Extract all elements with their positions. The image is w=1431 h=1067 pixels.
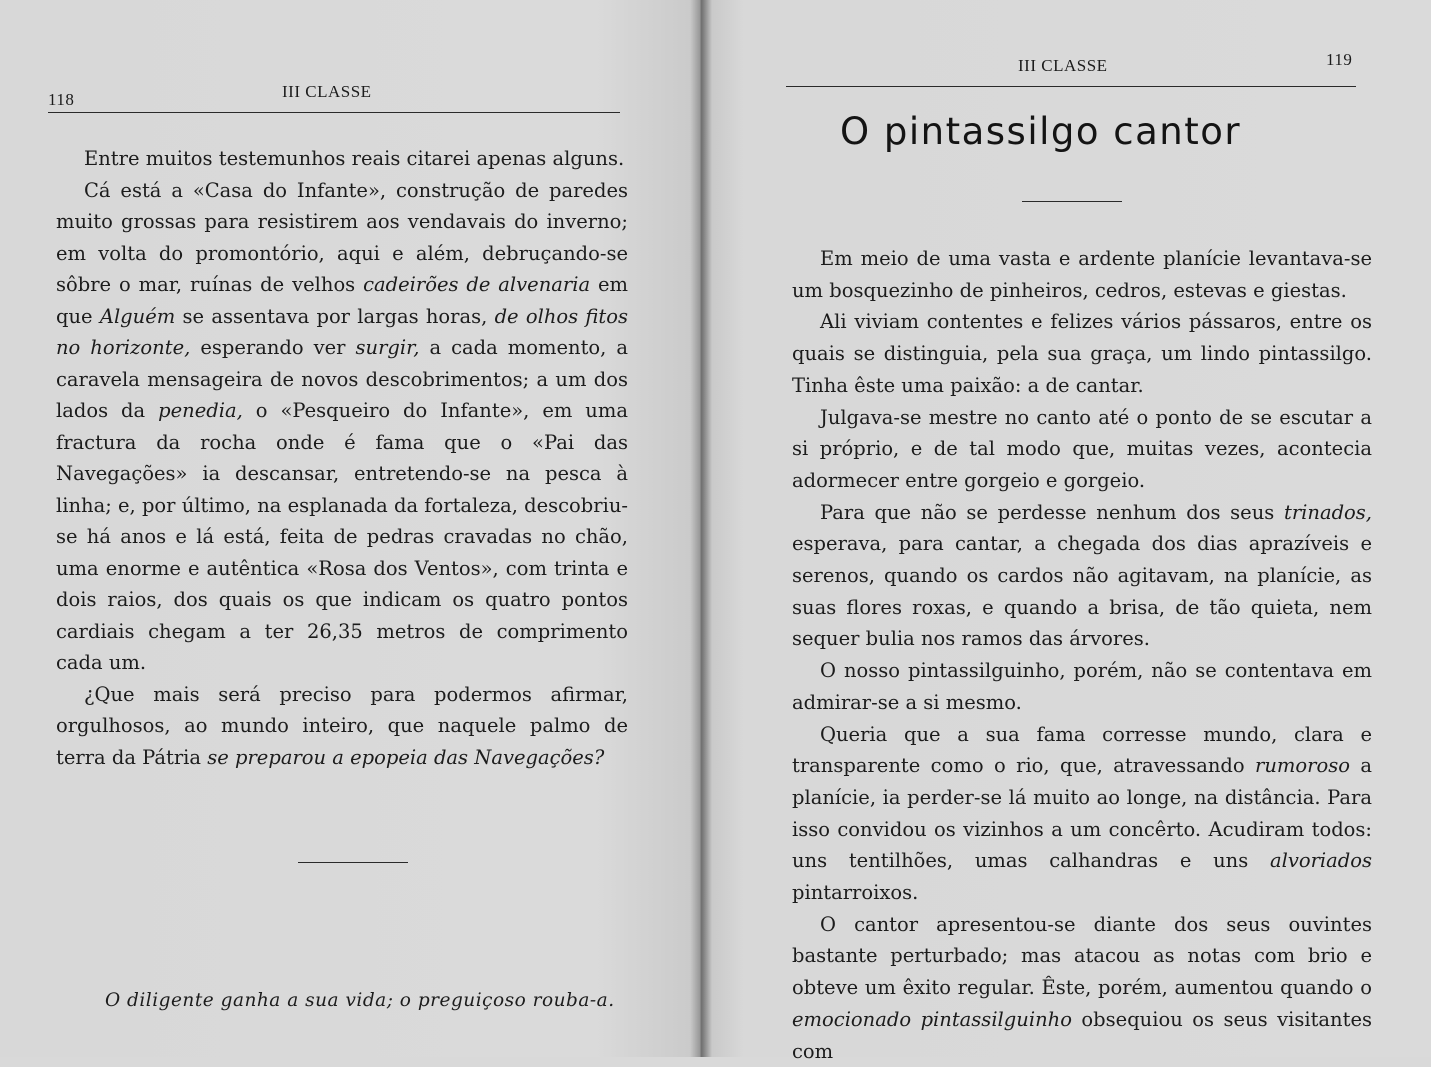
left-page-number: 118 [48,90,75,109]
paragraph [792,719,1372,909]
text-run: Julgava-se mestre no canto até o ponto de se escutar a si próprio, e de tal modo que, muitas vezes, acontecia adormecer entre gorgeio e gorgeio. [792,405,1372,492]
italic-text: surgir, [355,336,420,359]
right-page [700,0,1431,1063]
text-run: esperando ver [190,336,356,359]
text-run: Em meio de uma vasta e ardente planície levantava-se um bosquezinho de pinheiros, cedros, estevas e giestas. [792,247,1372,302]
paragraph [56,679,628,774]
left-header-rule [48,112,620,113]
text-run: esperava, para cantar, a chegada dos dias aprazíveis e serenos, quando os cardos não agitavam, na planície, as suas flores roxas, e quando a brisa, de tão quieta, nem sequer bulia nos ramos das árvores. [792,532,1372,651]
text-run: Cá está a «Casa do Infante», construção de paredes muito grossas para resistirem aos vendavais do inverno; em volta do promontório, aqui e além, debruçando-se sôbre o mar, ruínas de velhos [56,178,628,296]
text-run: Entre muitos testemunhos reais citarei apenas alguns. [84,147,625,170]
text-run: pintarroixos. [792,881,919,905]
right-page-number: 119 [1326,50,1353,69]
text-run: a planície, ia perder-se lá muito ao longe, na distância. Para isso convidou os vizinhos a um concêrto. Acudiram todos: uns tentilhões, umas calhandras e uns [792,754,1372,873]
right-body-text [792,243,1372,1067]
italic-text: trinados, [1283,500,1372,524]
text-run: Ali viviam contentes e felizes vários pássaros, entre os quais se distinguia, pela sua graça, um lindo pintassilgo. Tinha êste uma paixão: a de cantar. [792,310,1372,397]
paragraph [56,143,628,175]
text-run: ¿Que mais será preciso para podermos afirmar, orgulhosos, ao mundo inteiro, que naquele palmo de terra da Pátria [56,682,628,769]
book-gutter [690,0,712,1057]
paragraph [792,909,1372,1067]
right-header-rule [786,86,1356,87]
italic-text: penedia, [158,399,243,422]
italic-text: cadeirões de alvenaria [363,273,591,296]
text-run: Queria que a sua fama corresse mundo, clara e transparente como o rio, que, atravessando [792,722,1372,778]
title-divider [1022,201,1122,202]
left-page [0,0,700,1057]
text-run: o «Pesqueiro do Infante», em uma fractura da rocha onde é fama que o «Pai das Navegações» ia descansar, entretendo-se na pesca à linha; e, por último, na esplanada da fortaleza, descobriu-se há anos e lá está, feita de pedras cravadas no chão, uma enorme e autêntica «Rosa dos Ventos», com trinta e dois raios, dos quais os que indicam os quatro pontos cardiais chegam a ter 26,35 metros de comprimento cada um. [56,399,628,674]
left-body-text [56,143,628,773]
italic-text: rumoroso [1255,754,1350,778]
text-run: O nosso pintassilguinho, porém, não se contentava em admirar-se a si mesmo. [792,659,1372,714]
italic-text: Alguém [99,304,176,328]
italic-text: se preparou a epopeia das Navegações? [207,745,605,769]
left-section-divider [298,862,408,863]
italic-text: de olhos fitos no horizonte, [56,304,628,359]
paragraph [792,402,1372,497]
paragraph [56,175,628,679]
paragraph [792,243,1372,306]
text-run: se assentava por largas horas, [175,304,495,328]
paragraph [792,497,1372,656]
text-run: a cada momento, a caravela mensageira de novos descobrimentos; a um dos lados da [56,336,628,422]
left-running-head: III CLASSE [282,82,372,101]
paragraph [792,655,1372,718]
italic-text: alvoriados [1269,849,1372,873]
text-run: Para que não se perdesse nenhum dos seus [820,500,1284,524]
paragraph [792,306,1372,401]
text-run: em que [56,273,628,328]
text-run: O cantor apresentou-se diante dos seus ouvintes bastante perturbado; mas atacou as notas com brio e obteve um êxito regular. Êste, porém, aumentou quando o [792,912,1372,1000]
text-run: obsequiou os seus visitantes com [792,1007,1373,1063]
chapter-title: O pintassilgo cantor [840,110,1242,153]
italic-text: emocionado pintassilguinho [792,1007,1072,1031]
right-running-head: III CLASSE [1018,56,1108,75]
motto: O diligente ganha a sua vida; o preguiçoso rouba-a. [105,990,615,1011]
